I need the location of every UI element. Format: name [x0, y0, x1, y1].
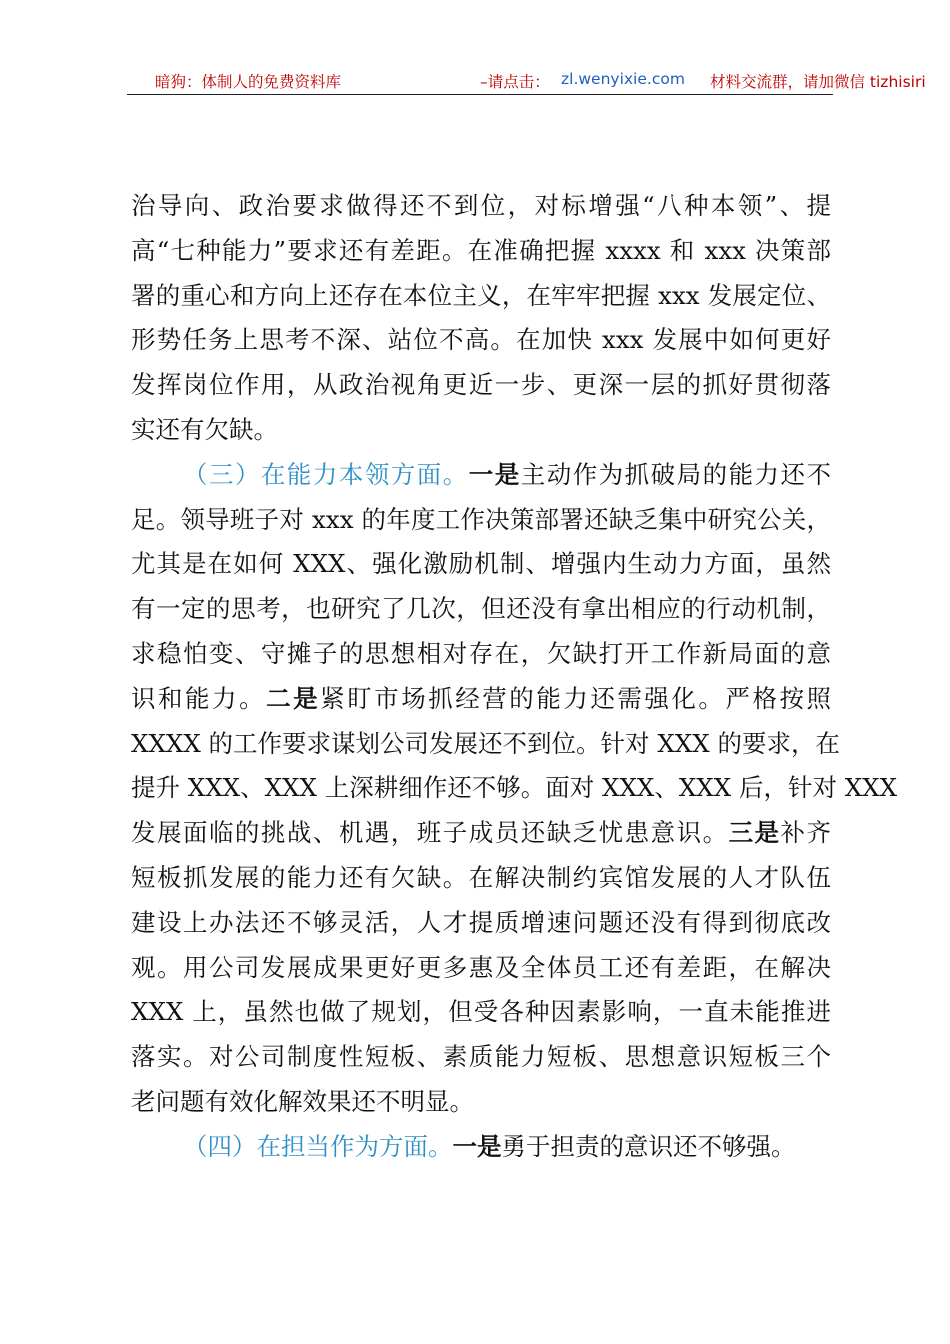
section-heading-4: （四）在担当作为方面。: [183, 1131, 453, 1161]
text-line: [131, 318, 831, 363]
line-text: 实还有欠缺。: [131, 414, 278, 444]
text-line: [131, 498, 831, 543]
header-prompt: –请点击：: [480, 73, 550, 91]
section-heading-line: [131, 453, 831, 498]
page-header: [127, 66, 926, 95]
line-text: 观。用公司发展成果更好更多惠及全体员工还有差距，在解决: [131, 952, 831, 982]
line-text: 有一定的思考，也研究了几次，但还没有拿出相应的行动机制，: [131, 594, 831, 624]
point-marker: 一是: [452, 1131, 502, 1161]
line-text: 补齐: [780, 818, 832, 848]
line-text: 形势任务上思考不深、站位不高。在加快 xxx 发展中如何更好: [131, 325, 831, 355]
text-line: [131, 184, 831, 229]
text-line: [131, 408, 831, 453]
text-line: [131, 1035, 831, 1080]
document-body: [131, 184, 898, 1170]
text-line: [131, 990, 831, 1035]
line-text: 尤其是在如何 XXX、强化激励机制、增强内生动力方面，虽然: [131, 549, 831, 579]
line-text: 落实。对公司制度性短板、素质能力短板、思想意识短板三个: [131, 1042, 831, 1072]
line-text: 足。领导班子对 xxx 的年度工作决策部署还缺乏集中研究公关，: [131, 504, 831, 534]
header-brand: 暗狗：体制人的免费资料库: [155, 73, 342, 91]
line-text: 高“七种能力”要求还有差距。在准确把握 xxxx 和 xxx 决策部: [131, 235, 831, 265]
point-marker: 二是: [266, 683, 321, 713]
line-text: 求稳怕变、守摊子的思想相对存在，欠缺打开工作新局面的意: [131, 638, 831, 668]
section-heading-line: [131, 1125, 831, 1170]
line-text: 发挥岗位作用，从政治视角更近一步、更深一层的抓好贯彻落: [131, 370, 831, 400]
text-line: [131, 722, 840, 767]
line-text: 识和能力。: [131, 683, 267, 713]
text-line: [131, 229, 831, 274]
line-text: 紧盯市场抓经营的能力还需强化。严格按照: [320, 683, 832, 713]
line-text: 治导向、政治要求做得还不到位，对标增强“八种本领”、提: [131, 191, 831, 220]
line-text: 署的重心和方向上还存在本位主义，在牢牢把握 xxx 发展定位、: [131, 280, 831, 310]
text-line: [131, 811, 831, 856]
line-text: XXXX 的工作要求谋划公司发展还不到位。针对 XXX 的要求，在: [131, 728, 840, 758]
text-line: [131, 946, 831, 991]
text-line: [131, 587, 831, 632]
section-heading-3: （三）在能力本领方面。: [183, 459, 469, 489]
line-text: 建设上办法还不够灵活，人才提质增速问题还没有得到彻底改: [131, 907, 831, 937]
text-line: [131, 363, 831, 408]
text-line: [131, 1080, 831, 1125]
line-text: XXX 上，虽然也做了规划，但受各种因素影响，一直未能推进: [131, 997, 831, 1027]
text-line: [131, 542, 831, 587]
line-text: 主动作为抓破局的能力还不: [520, 459, 832, 489]
point-marker: 一是: [468, 459, 521, 489]
header-url-link[interactable]: zl.wenyixie.com: [561, 70, 685, 88]
line-text: 勇于担责的意识还不够强。: [501, 1131, 796, 1161]
header-group-info: 材料交流群，请加微信 tizhisiri: [710, 73, 926, 91]
text-line: [131, 856, 831, 901]
text-line: [131, 766, 898, 811]
line-text: 短板抓发展的能力还有欠缺。在解决制约宾馆发展的人才队伍: [131, 862, 831, 892]
line-text: 老问题有效化解效果还不明显。: [131, 1086, 474, 1116]
line-text: 发展面临的挑战、机遇，班子成员还缺乏忧患意识。: [131, 818, 729, 848]
point-marker: 三是: [728, 818, 781, 848]
text-line: [131, 901, 831, 946]
text-line: [131, 677, 831, 722]
text-line: [131, 632, 831, 677]
text-line: [131, 274, 831, 319]
line-text: 提升 XXX、XXX 上深耕细作还不够。面对 XXX、XXX 后，针对 XXX: [131, 773, 898, 803]
